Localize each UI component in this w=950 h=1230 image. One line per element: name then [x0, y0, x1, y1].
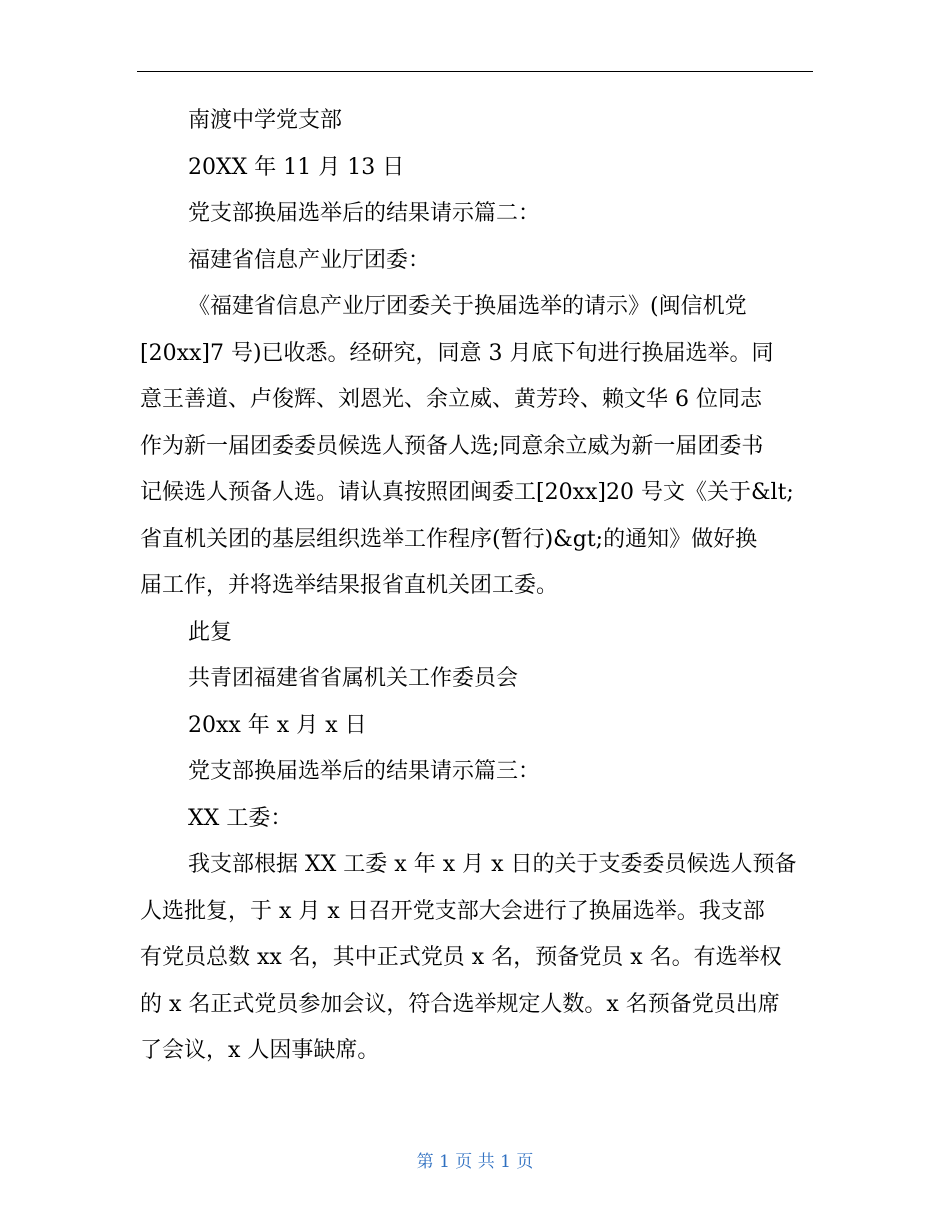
paragraph-line: 记候选人预备人选。请认真按照团闽委工[20xx]20 号文《关于&lt;: [140, 480, 794, 505]
paragraph-line: 省直机关团的基层组织选举工作程序(暂行)&gt;的通知》做好换: [140, 526, 758, 552]
paragraph-line: 届工作，并将选举结果报省直机关团工委。: [140, 573, 559, 598]
paragraph-line: 的 x 名正式党员参加会议，符合选举规定人数。x 名预备党员出席: [140, 991, 780, 1017]
paragraph-line: 20XX 年 11 月 13 日: [188, 154, 405, 180]
paragraph-line: 共青团福建省省属机关工作委员会: [188, 666, 519, 691]
paragraph-line: XX 工委：: [188, 805, 293, 831]
paragraph-line: 此复: [188, 619, 233, 645]
section-heading: 党支部换届选举后的结果请示篇二：: [188, 201, 541, 226]
paragraph-line: 有党员总数 xx 名，其中正式党员 x 名，预备党员 x 名。有选举权: [140, 945, 782, 970]
paragraph-line: [20xx]7 号)已收悉。经研究，同意 3 月底下旬进行换届选举。同: [140, 340, 774, 366]
paragraph-line: 《福建省信息产业厅团委关于换届选举的请示》(闽信机党: [188, 294, 747, 319]
header-rule: [137, 71, 813, 72]
paragraph-line: 意王善道、卢俊辉、刘恩光、余立威、黄芳玲、赖文华 6 位同志: [140, 387, 762, 412]
paragraph-line: 人选批复，于 x 月 x 日召开党支部大会进行了换届选举。我支部: [140, 898, 765, 924]
paragraph-line: 我支部根据 XX 工委 x 年 x 月 x 日的关于支委委员候选人预备: [188, 852, 797, 877]
paragraph-line: 20xx 年 x 月 x 日: [188, 712, 367, 738]
paragraph-line: 南渡中学党支部: [188, 108, 343, 133]
page-number-footer: 第 1 页 共 1 页: [416, 1152, 534, 1172]
document-body: [140, 98, 812, 1075]
paragraph-line: 福建省信息产业厅团委：: [188, 247, 431, 273]
paragraph-line: 作为新一届团委委员候选人预备人选;同意余立威为新一届团委书: [140, 433, 764, 459]
section-heading: 党支部换届选举后的结果请示篇三：: [188, 759, 541, 784]
paragraph-line: 了会议，x 人因事缺席。: [140, 1038, 380, 1063]
